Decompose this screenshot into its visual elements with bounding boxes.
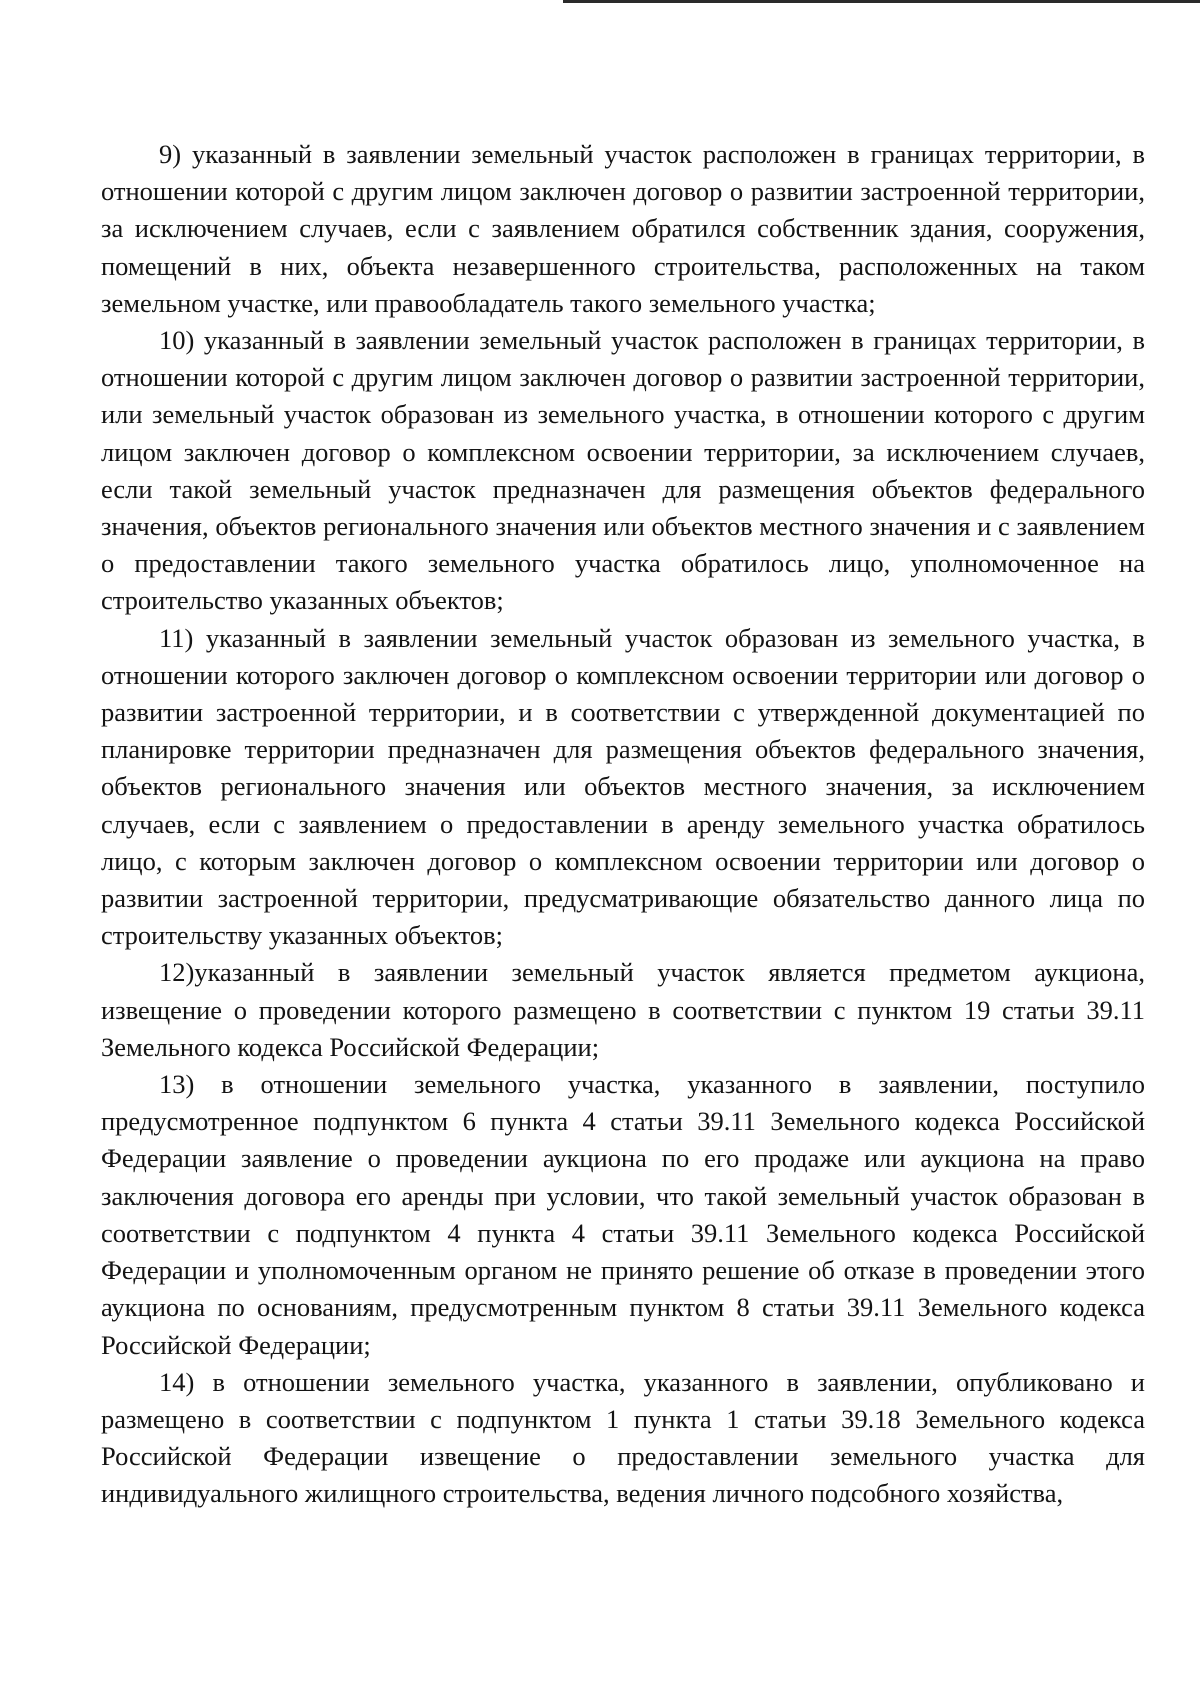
paragraph-item-11: 11) указанный в заявлении земельный участок образован из земельного участка, в отношении которого заключен договор о комплексном освоении территории или договор о развитии застроенной территории, и в соответствии с утвержденной документацией по планировке территории предназначен для размещения объектов федерального значения, объектов регионального значения или объектов местного значения, за исключением случаев, если с заявлением о предоставлении в аренду земельного участка обратилось лицо, с которым заключен договор о комплексном освоении территории или договор о развитии застроенной территории, предусматривающие обязательство данного лица по строительству указанных объектов; <box>101 622 1145 951</box>
document-page <box>101 136 1145 1513</box>
paragraph-item-12: 12)указанный в заявлении земельный участок является предметом аукциона, извещение о проведении которого размещено в соответствии с пунктом 19 статьи 39.11 Земельного кодекса Российской Федерации; <box>101 957 1145 1062</box>
paragraph-item-10: 10) указанный в заявлении земельный участок расположен в границах территории, в отношении которой с другим лицом заключен договор о развитии застроенной территории, или земельный участок образован из земельного участка, в отношении которого с другим лицом заключен договор о комплексном освоении территории, за исключением случаев, если такой земельный участок предназначен для размещения объектов федерального значения, объектов регионального значения или объектов местного значения и с заявлением о предоставлении такого земельного участка обратилось лицо, уполномоченное на строительство указанных объектов; <box>101 325 1145 616</box>
paragraph-item-14: 14) в отношении земельного участка, указанного в заявлении, опубликовано и размещено в соответствии с подпунктом 1 пункта 1 статьи 39.18 Земельного кодекса Российской Федерации извещение о предоставлении земельного участка для индивидуального жилищного строительства, ведения личного подсобного хозяйства, <box>101 1366 1145 1509</box>
scan-edge-line <box>563 0 1200 3</box>
paragraph-item-13: 13) в отношении земельного участка, указанного в заявлении, поступило предусмотренное подпунктом 6 пункта 4 статьи 39.11 Земельного кодекса Российской Федерации заявление о проведении аукциона по его продаже или аукциона на право заключения договора его аренды при условии, что такой земельный участок образован в соответствии с подпунктом 4 пункта 4 статьи 39.11 Земельного кодекса Российской Федерации и уполномоченным органом не принято решение об отказе в проведении этого аукциона по основаниям, предусмотренным пунктом 8 статьи 39.11 Земельного кодекса Российской Федерации; <box>101 1069 1145 1360</box>
paragraph-item-9: 9) указанный в заявлении земельный участок расположен в границах территории, в отношении которой с другим лицом заключен договор о развитии застроенной территории, за исключением случаев, если с заявлением обратился собственник здания, сооружения, помещений в них, объекта незавершенного строительства, расположенных на таком земельном участке, или правообладатель такого земельного участка; <box>101 139 1145 318</box>
